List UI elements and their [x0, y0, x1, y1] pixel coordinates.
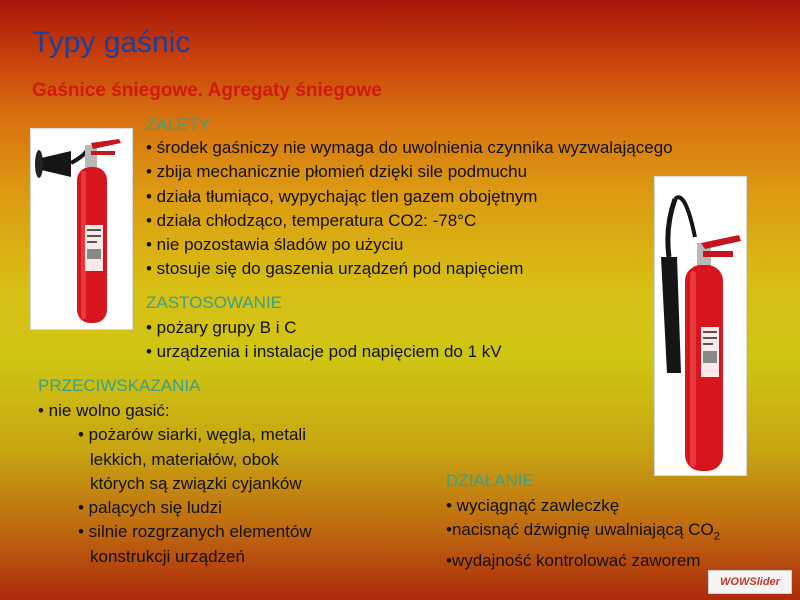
- dzialanie-list: [446, 494, 720, 573]
- list-item: • wyciągnąć zawleczkę: [446, 496, 620, 515]
- wowslider-brand: WOWSlider: [720, 576, 780, 588]
- list-item: • działa tłumiąco, wypychając tlen gazem obojętnym: [146, 186, 538, 206]
- co2-extinguisher-small-image: [30, 128, 133, 330]
- list-item: • działa chłodząco, temperatura CO2: -78°C: [146, 210, 477, 230]
- list-item-continuation: których są związki cyjanków: [90, 473, 302, 493]
- list-item: • nie wolno gasić:: [38, 401, 170, 420]
- wowslider-logo[interactable]: [708, 570, 792, 594]
- page-subtitle: Gaśnice śniegowe. Agregaty śniegowe: [32, 80, 382, 101]
- list-item: • środek gaśniczy nie wymaga do uwolnienia czynnika wyzwalającego: [146, 138, 673, 157]
- list-item: • pożary grupy B i C: [146, 318, 297, 337]
- list-item: •wydajność kontrolować zaworem: [446, 550, 701, 570]
- list-item: • palących się ludzi: [78, 498, 222, 518]
- list-item: • stosuje się do gaszenia urządzeń pod napięciem: [146, 259, 524, 279]
- list-item-text: •nacisnąć dźwignię uwalniającą CO: [446, 520, 714, 540]
- przeciwskazania-list: [38, 399, 312, 569]
- list-item: • urządzenia i instalacje pod napięciem do 1 kV: [146, 342, 502, 362]
- section-heading-zalety: ZALETY: [146, 115, 211, 134]
- list-item: • silnie rozgrzanych elementów: [78, 522, 312, 542]
- list-item: • zbija mechanicznie płomień dzięki sile podmuchu: [146, 162, 528, 182]
- list-item: • nie pozostawia śladów po użyciu: [146, 235, 404, 255]
- list-item-continuation: konstrukcji urządzeń: [90, 546, 245, 566]
- subscript: 2: [713, 530, 720, 543]
- zastosowanie-list: [146, 316, 502, 365]
- page-title: Typy gaśnic: [32, 26, 191, 59]
- section-heading-zastosowanie: ZASTOSOWANIE: [146, 293, 283, 312]
- list-item: • pożarów siarki, węgla, metali: [78, 425, 306, 445]
- list-item-continuation: lekkich, materiałów, obok: [90, 449, 279, 469]
- fire-extinguisher-icon: [31, 129, 132, 329]
- section-heading-dzialanie: DZIAŁANIE: [446, 471, 534, 490]
- zalety-list: [146, 136, 673, 282]
- section-heading-przeciwskazania: PRZECIWSKAZANIA: [38, 376, 201, 395]
- list-item: [446, 518, 720, 549]
